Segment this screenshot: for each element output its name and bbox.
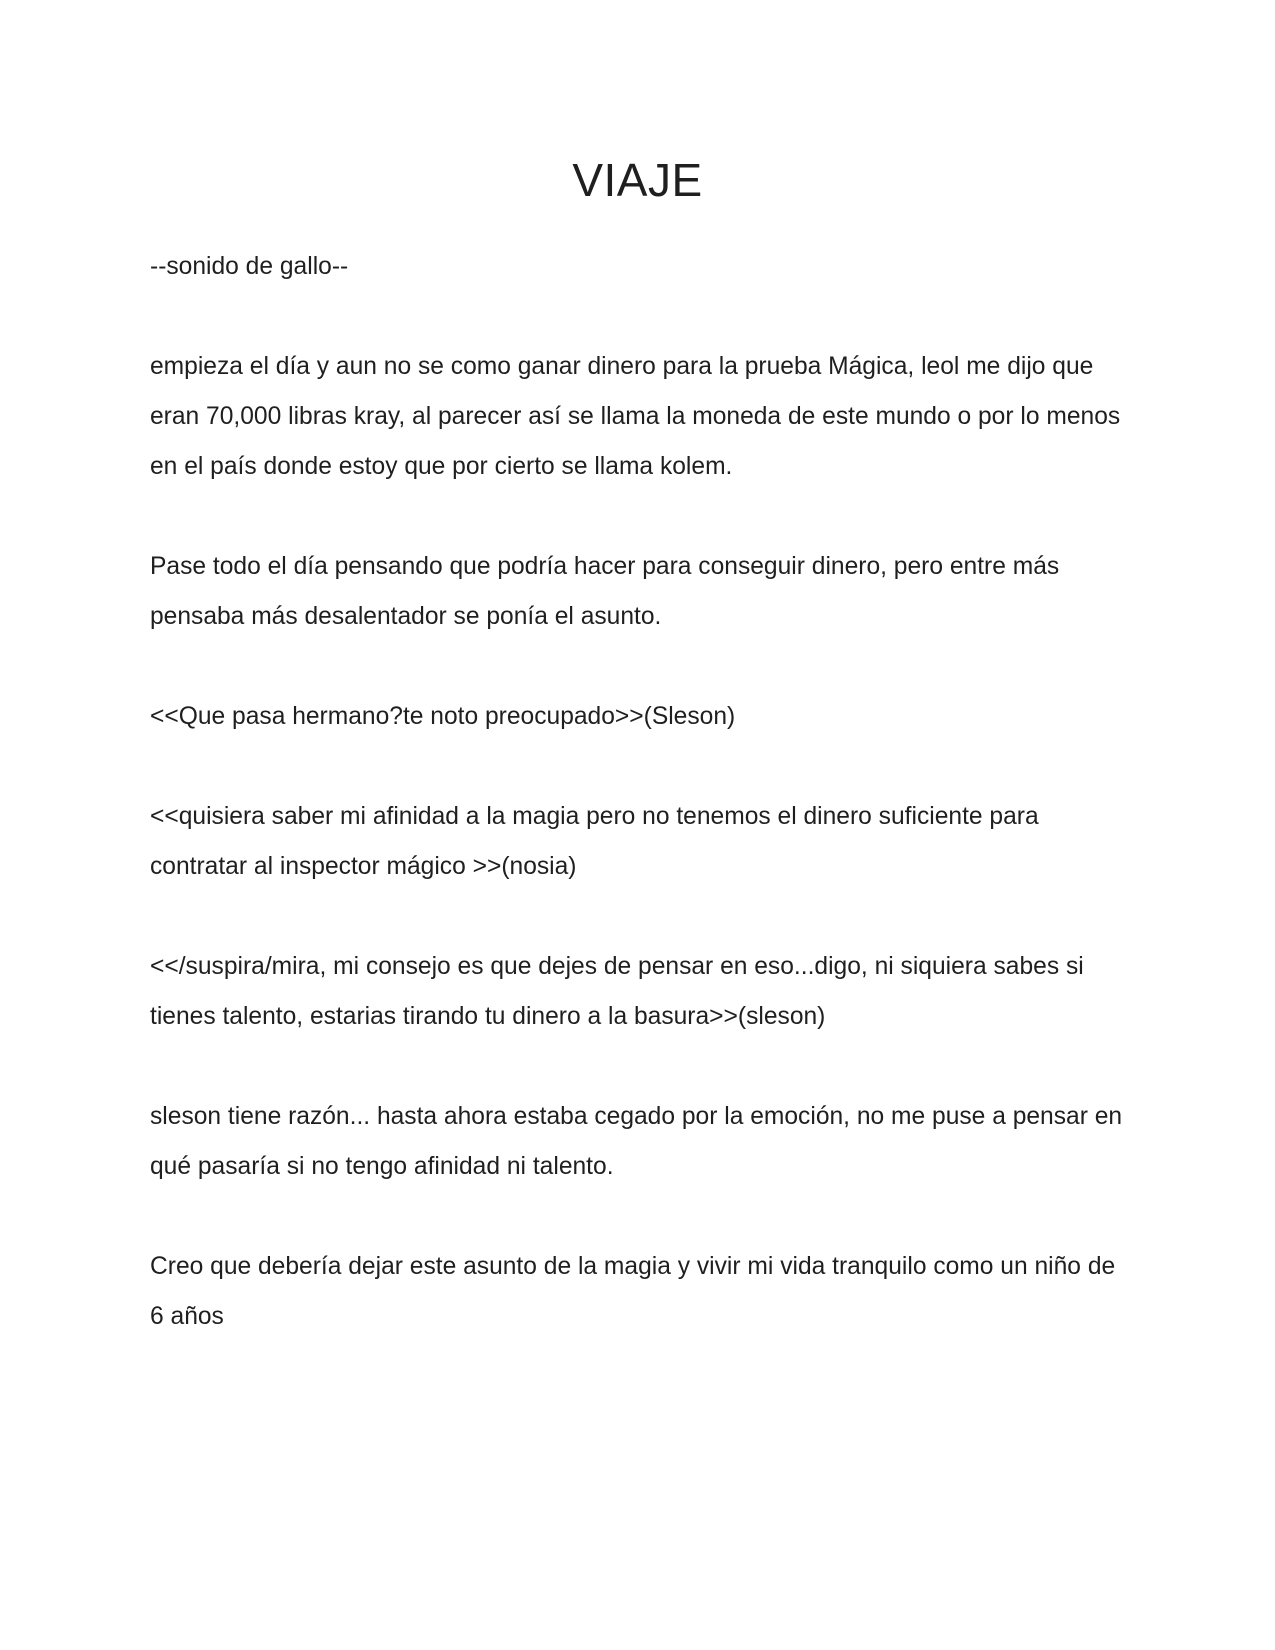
document-body (150, 242, 1135, 1342)
paragraph-sound-effect: --sonido de gallo-- (150, 253, 349, 280)
paragraph-narration-2: Pase todo el día pensando que podría hacer para conseguir dinero, pero entre más pensaba más desalentador se ponía el asunto. (150, 553, 1060, 630)
paragraph-dialogue-1: <<Que pasa hermano?te noto preocupado>>(Sleson) (150, 703, 736, 730)
paragraph-dialogue-3: <</suspira/mira, mi consejo es que dejes de pensar en eso...digo, ni siquiera sabes si tienes talento, estarias tirando tu dinero a la basura>>(sleson) (150, 953, 1084, 1030)
document-title: VIAJE (572, 154, 703, 206)
paragraph-dialogue-2: <<quisiera saber mi afinidad a la magia pero no tenemos el dinero suficiente para contratar al inspector mágico >>(nosia) (150, 803, 1039, 880)
paragraph-narration-1: empieza el día y aun no se como ganar dinero para la prueba Mágica, leol me dijo que eran 70,000 libras kray, al parecer así se llama la moneda de este mundo o por lo menos en el país donde estoy que por cierto se llama kolem. (150, 353, 1121, 480)
paragraph-narration-3: sleson tiene razón... hasta ahora estaba cegado por la emoción, no me puse a pensar en qué pasaría si no tengo afinidad ni talento. (150, 1103, 1123, 1180)
paragraph-narration-4: Creo que debería dejar este asunto de la magia y vivir mi vida tranquilo como un niño de 6 años (150, 1253, 1116, 1330)
